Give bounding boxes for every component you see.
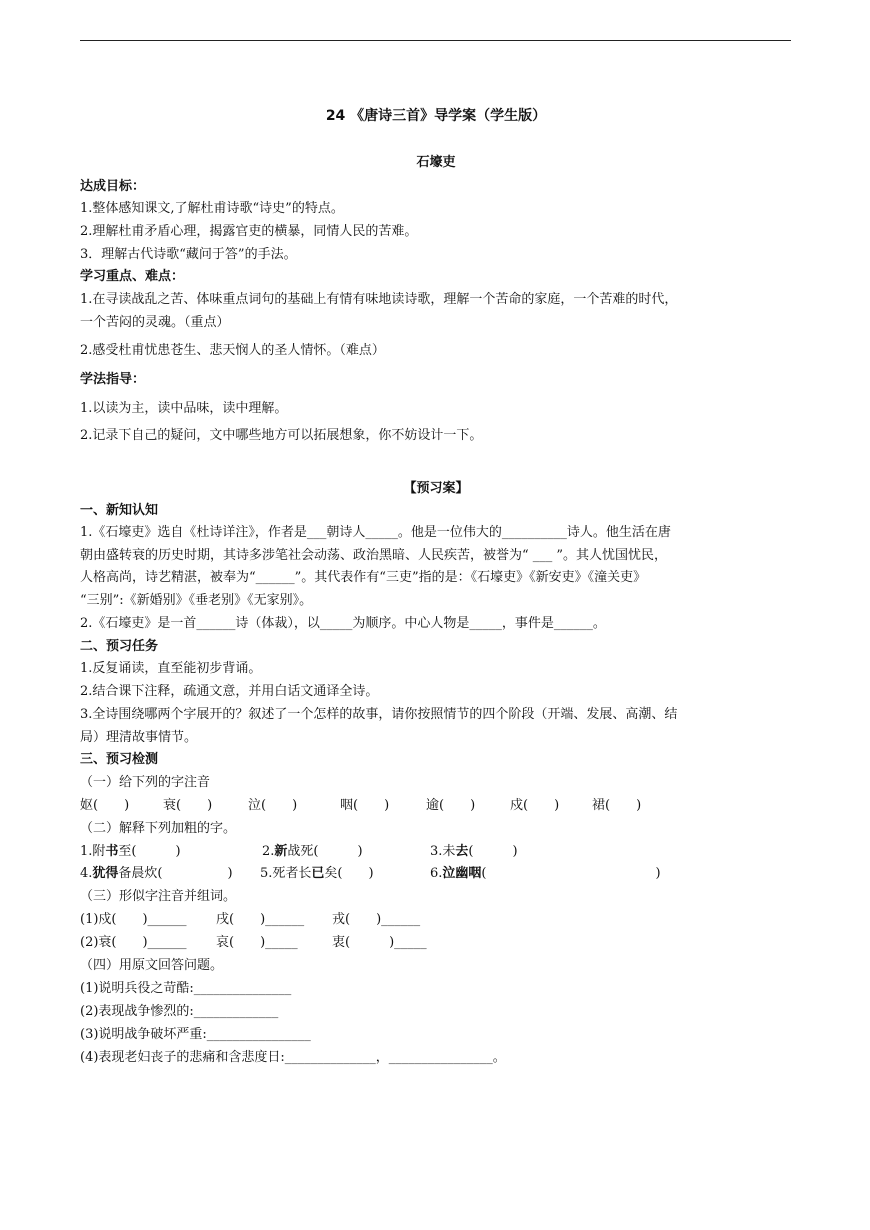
similar-char-item: 哀( )_____: [216, 935, 298, 950]
explain-item: [430, 864, 661, 884]
goal-item: 1.整体感知课文,了解杜甫诗歌“诗史”的特点。: [80, 201, 344, 216]
section-heading: 一、新知认知: [80, 503, 159, 518]
method-item: 1.以读为主，读中品味，读中理解。: [80, 401, 288, 416]
fill-blank-line: 2.《石壕吏》是一首______诗（体裁），以_____为顺序。中心人物是_____，事件是______。: [80, 616, 606, 631]
method-heading: 学法指导：: [80, 372, 146, 387]
explain-item-post: ( ): [481, 866, 661, 881]
fill-blank-line: “三别”:《新婚别》《垂老别》《无家别》。: [80, 593, 313, 608]
similar-char-item: 戌( )______: [216, 912, 305, 927]
explain-item-post: ( ): [468, 844, 518, 859]
goal-item: 2.理解杜甫矛盾心理，揭露官吏的横暴，同情人民的苦难。: [80, 224, 418, 239]
explain-item-bold: 已: [311, 866, 325, 881]
explain-item-post: 矣( ): [324, 866, 374, 881]
pinyin-item: 衰( ): [163, 798, 213, 813]
explain-item-pre: 5.死者长: [260, 866, 312, 881]
explain-item-post: 备晨炊( ): [118, 866, 233, 881]
explain-item-bold: 去: [455, 844, 469, 859]
similar-char-item: 衷( )_____: [332, 935, 427, 950]
pinyin-item: 咽( ): [340, 798, 390, 813]
part-heading: （三）形似字注音并组词。: [80, 889, 237, 904]
explain-item: [80, 864, 233, 884]
keypoints-heading: 学习重点、难点：: [80, 269, 185, 284]
explain-item: [262, 842, 363, 862]
keypoint-line: 2.感受杜甫忧患苍生、悲天悯人的圣人情怀。（难点）: [80, 343, 385, 358]
similar-char-item: (1)戍( )______: [80, 912, 187, 927]
fill-blank-line: 1.《石壕吏》选自《杜诗详注》，作者是___朝诗人_____。他是一位伟大的__________诗人。他生活在唐: [80, 525, 671, 540]
quote-question: (1)说明兵役之苛酷:_______________: [80, 981, 292, 996]
similar-char-item: (2)衰( )______: [80, 935, 187, 950]
pinyin-item: 逾( ): [426, 798, 476, 813]
keypoint-line: 1.在寻读战乱之苦、体味重点词句的基础上有情有味地读诗歌，理解一个苦命的家庭，一个苦难的时代，: [80, 292, 678, 307]
explain-item-pre: 1.附: [80, 844, 106, 859]
explain-item-pre: 6.: [430, 866, 443, 881]
task-line: 3.全诗围绕哪两个字展开的？叙述了一个怎样的故事，请你按照情节的四个阶段（开端、发展、高潮、结: [80, 707, 678, 722]
keypoint-line: 一个苦闷的灵魂。（重点）: [80, 315, 230, 330]
explain-item-bold: 书: [105, 844, 119, 859]
page-title: 24 《唐诗三首》导学案（学生版）: [325, 108, 547, 124]
explain-item-pre: 3.未: [430, 844, 456, 859]
preview-heading: 【预习案】: [403, 481, 469, 496]
explain-item-post: 战死( ): [287, 844, 363, 859]
explain-item: [80, 842, 181, 862]
fill-blank-line: 朝由盛转衰的历史时期，其诗多涉笔社会动荡、政治黑暗、人民疾苦，被誉为“ ___ ”。其人忧国忧民，: [80, 548, 668, 563]
task-line: 局）理清故事情节。: [80, 730, 198, 745]
method-item: 2.记录下自己的疑问，文中哪些地方可以拓展想象，你不妨设计一下。: [80, 428, 483, 443]
explain-item-bold: 新: [274, 844, 288, 859]
explain-item-bold: 泣幽咽: [442, 866, 482, 881]
part-heading: （四）用原文回答问题。: [80, 958, 224, 973]
section-heading: 二、预习任务: [80, 639, 159, 654]
similar-char-item: 戎( )______: [332, 912, 421, 927]
poem-title: 石壕吏: [416, 155, 456, 170]
goals-heading: 达成目标：: [80, 179, 146, 194]
explain-item-pre: 4.: [80, 866, 93, 881]
pinyin-item: 裙( ): [592, 798, 642, 813]
part-heading: （二）解释下列加粗的字。: [80, 821, 237, 836]
quote-question: (4)表现老妇丧子的悲痛和含悲度日:______________，________________。: [80, 1050, 506, 1065]
section-heading: 三、预习检测: [80, 752, 159, 767]
quote-question: (2)表现战争惨烈的:_____________: [80, 1004, 279, 1019]
explain-item: [260, 864, 374, 884]
fill-blank-line: 人格高尚，诗艺精湛，被奉为“______”。其代表作有“三吏”指的是：《石壕吏》《新安吏》《潼关吏》: [80, 570, 647, 585]
pinyin-item: 泣( ): [248, 798, 298, 813]
quote-question: (3)说明战争破坏严重:________________: [80, 1027, 311, 1042]
task-line: 2.结合课下注释，疏通文意，并用白话文通译全诗。: [80, 684, 379, 699]
task-line: 1.反复诵读，直至能初步背诵。: [80, 661, 262, 676]
pinyin-item: 妪( ): [80, 798, 130, 813]
header-rule: [80, 40, 791, 41]
part-heading: （一）给下列的字注音: [80, 775, 211, 790]
explain-item-bold: 犹得: [92, 866, 119, 881]
explain-item: [430, 842, 518, 862]
explain-item-post: 至( ): [118, 844, 181, 859]
goal-item: 3．理解古代诗歌“藏问于答”的手法。: [80, 247, 297, 262]
pinyin-item: 戍( ): [510, 798, 560, 813]
explain-item-pre: 2.: [262, 844, 275, 859]
